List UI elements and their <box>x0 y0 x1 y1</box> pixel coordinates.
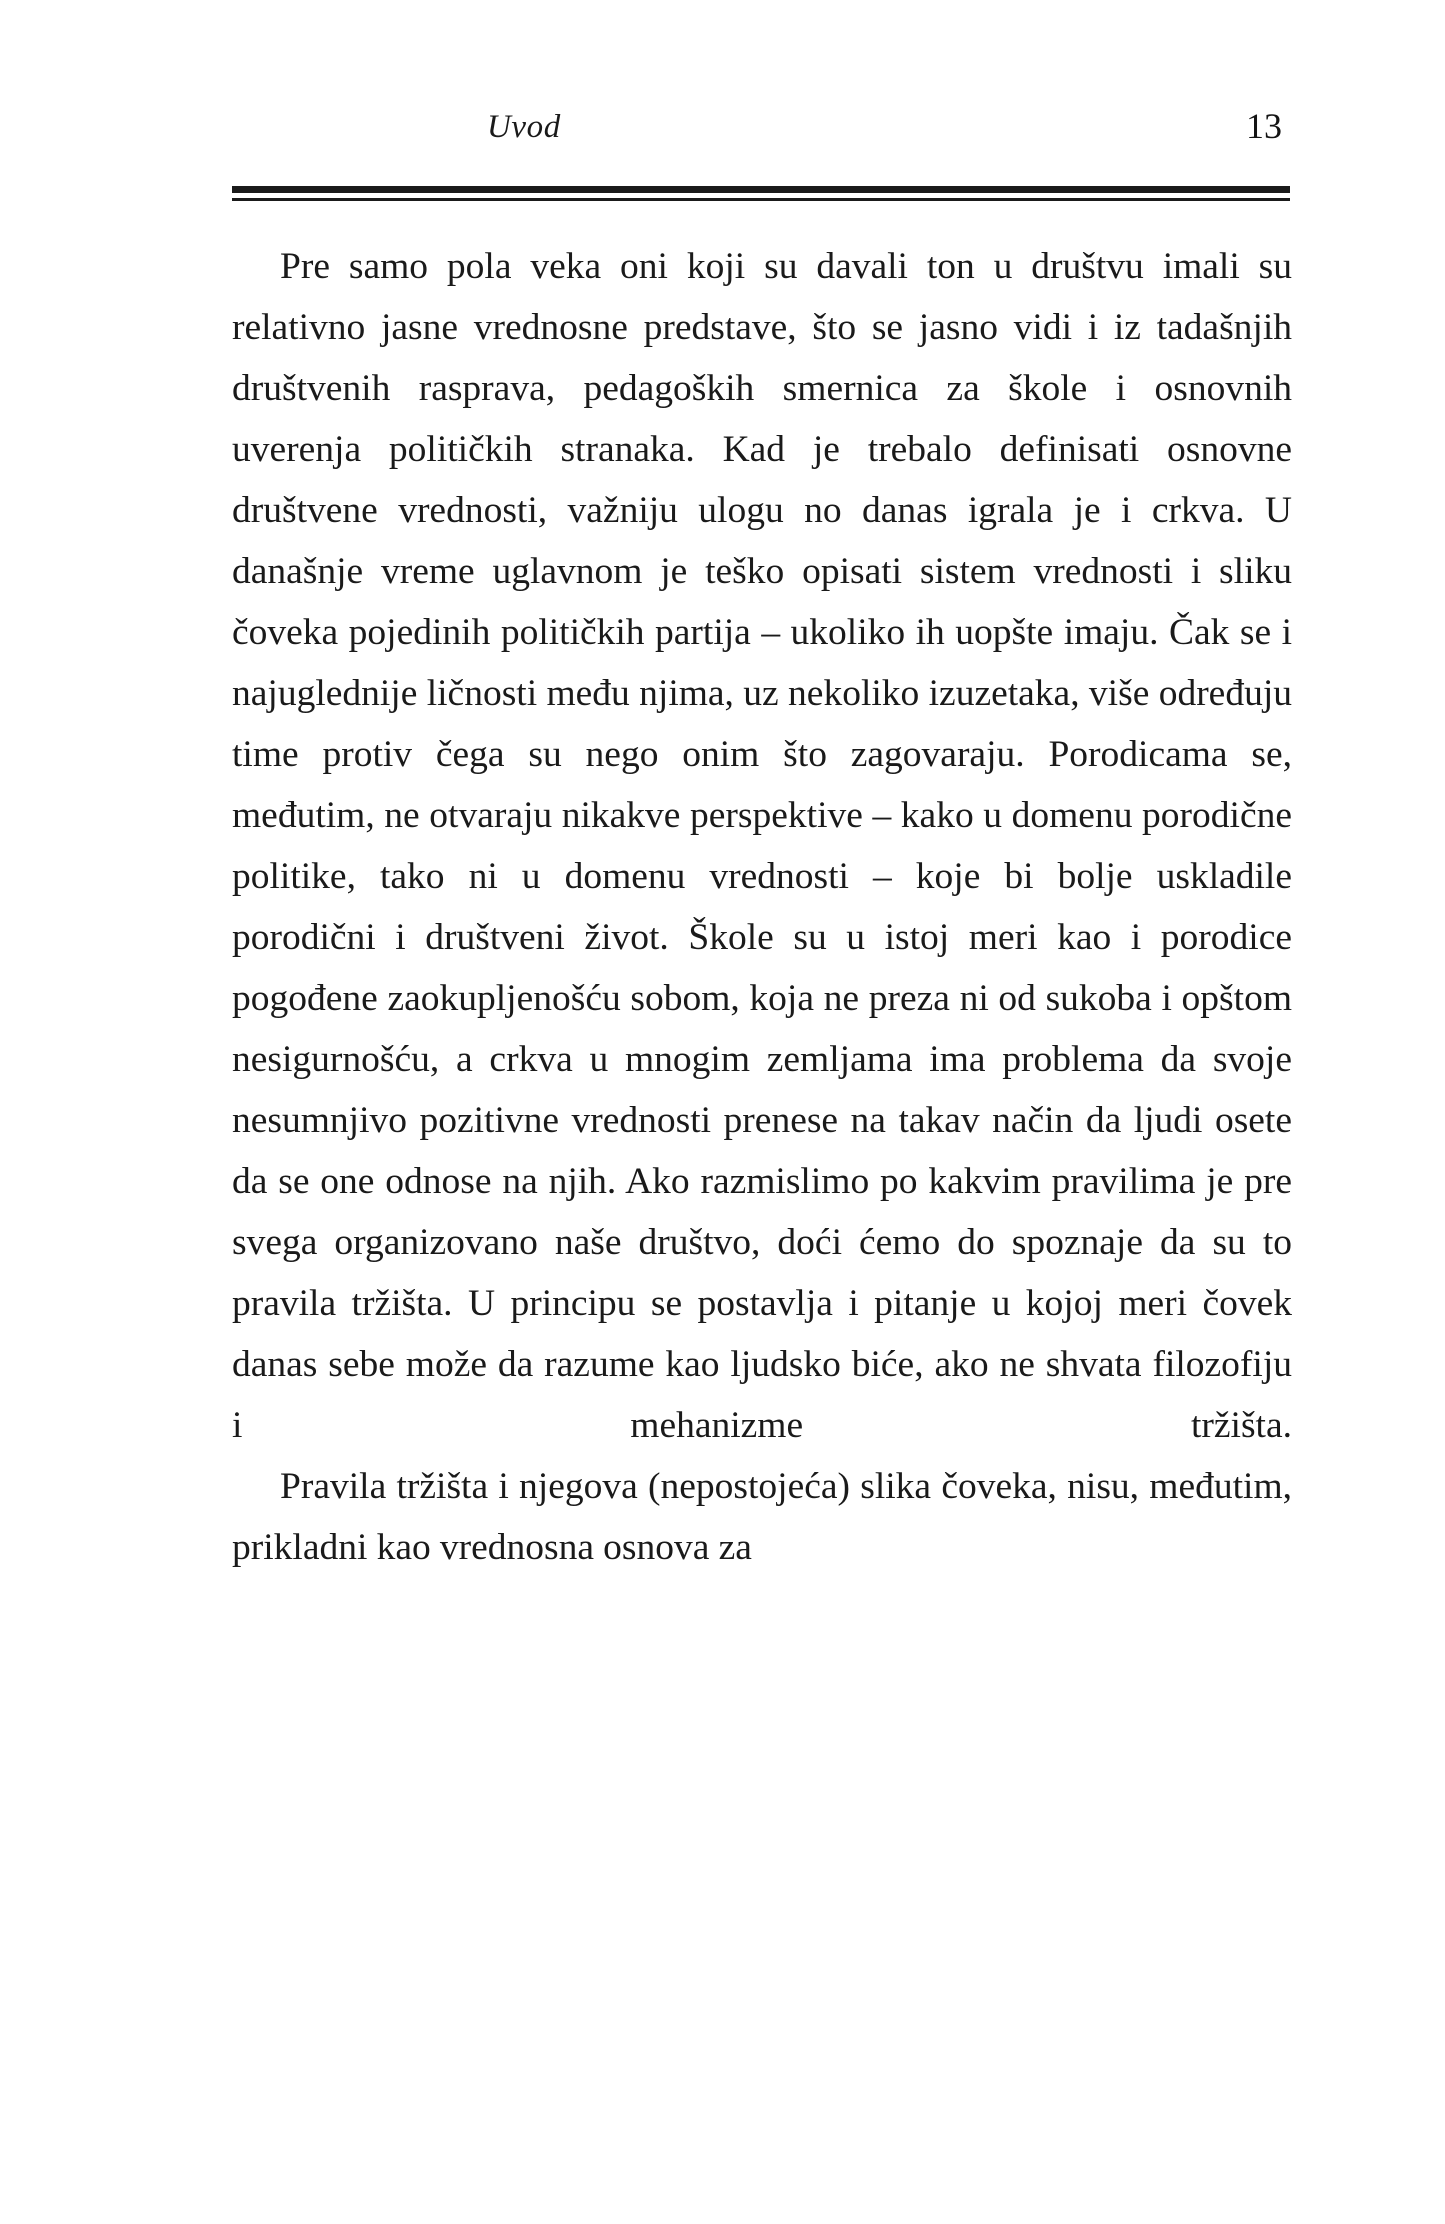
body-text-block <box>232 236 1292 1578</box>
header-rule-thick <box>232 186 1290 193</box>
header-rule-group <box>232 186 1290 201</box>
header-rule-thin <box>232 198 1290 201</box>
running-head <box>232 88 1290 144</box>
running-head-title: Uvod <box>487 109 561 145</box>
paragraph: Pravila tržišta i njegova (nepostojeća) slika čoveka, nisu, međutim, prikladni kao vrednosna osnova za <box>232 1466 1292 1568</box>
paragraph: Pre samo pola veka oni koji su davali ton u društvu imali su relativno jasne vrednosne predstave, što se jasno vidi i iz tadašnjih društvenih rasprava, pedagoških smernica za škole i osnovnih uverenja političkih stranaka. Kad je trebalo definisati osnovne društvene vrednosti, važniju ulogu no danas igrala je i crkva. U današnje vreme uglavnom je teško opisati sistem vrednosti i sliku čoveka pojedinih političkih partija – ukoliko ih uopšte imaju. Čak se i najuglednije ličnosti među njima, uz nekoliko izuzetaka, više određuju time protiv čega su nego onim što zagovaraju. Porodicama se, međutim, ne otvaraju nikakve perspektive – kako u domenu porodične politike, tako ni u domenu vrednosti – koje bi bolje uskladile porodični i društveni život. Škole su u istoj meri kao i porodice pogođene zaokupljenošću sobom, koja ne preza ni od sukoba i opštom nesigurnošću, a crkva u mnogim zemljama ima problema da svoje nesumnjivo pozitivne vrednosti prenese na takav način da ljudi osete da se one odnose na njih. Ako razmislimo po kakvim pravilima je pre svega organizovano naše društvo, doći ćemo do spoznaje da su to pravila tržišta. U principu se postavlja i pitanje u kojoj meri čovek danas sebe može da razume kao ljudsko biće, ako ne shvata filozofiju i mehanizme tržišta. <box>232 246 1292 1446</box>
page-number: 13 <box>1246 106 1282 146</box>
